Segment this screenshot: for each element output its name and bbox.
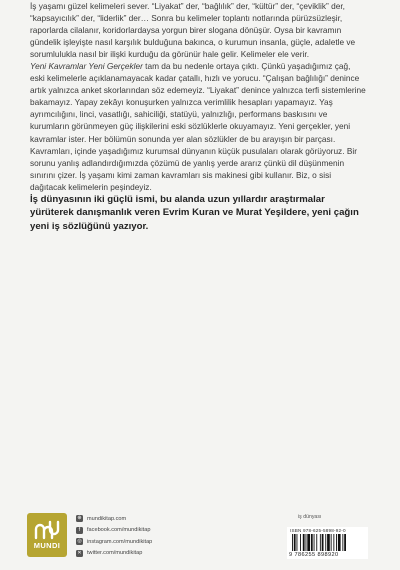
back-cover-text: [30, 0, 366, 233]
contact-twitter: [76, 548, 152, 560]
twitter-icon: ✕: [77, 549, 82, 556]
barcode-number: 9 786255 898920: [289, 552, 339, 558]
contact-instagram: [76, 536, 152, 548]
publisher-contacts: [76, 513, 152, 559]
barcode-panel: [287, 527, 368, 559]
book-title-italic: Yeni Kavramlar Yeni Gerçekler: [30, 61, 143, 72]
barcode-icon: [292, 534, 363, 551]
isbn-label: ISBN 978-625-5898-92-0: [290, 528, 346, 533]
intro-paragraph: İş yaşamı güzel kelimeleri sever. “Liyakat” der, “bağlılık” der, “kültür” der, “çeviklik” der, “kapsayıcılık” der, “liderlik” der… Sonra bu kelimeler toplantı notlarında pürüzsüzleşir, raporlarda cilalanır, koridorlardaysa yorgun birer slogana dönüşür. Oysa bir kavramın gündelik işleyişte nasıl karşılık bulduğuna bakınca, o kurumun insanla, güçle, adaletle ve sorumlulukla nasıl bir ilişki kurduğu da görünür hale gelir. Kelimeler ele verir.: [30, 1, 356, 60]
publisher-logo: [27, 513, 67, 557]
globe-icon: ⊕: [77, 515, 82, 522]
book-category: iş dünyası: [298, 514, 322, 520]
contact-text: twitter.com/mundikitap: [87, 550, 143, 557]
contact-website: [76, 513, 152, 525]
logo-wordmark: MUNDI: [33, 541, 61, 550]
contact-text: facebook.com/mundikitap: [87, 527, 151, 534]
authors-paragraph: İş dünyasının iki güçlü ismi, bu alanda uzun yıllardır araştırmalar yürüterek danışmanlık veren Evrim Kuran ve Murat Yeşildere, yeni çağın yeni iş sözlüğünü yazıyor.: [30, 193, 359, 232]
facebook-icon: f: [76, 527, 83, 534]
mundi-logo-icon: [34, 520, 60, 540]
description-text: tam da bu nedenle ortaya çıktı. Çünkü yaşadığımız çağ, eski kelimelerle açıklanamayacak kadar çatallı, hızlı ve yorucu. “Çalışan bağlılığı” denince artık yalnızca anket skorlarından söz edemeyiz. “Liyakat” denince yalnızca terfi sistemlerine bakamayız. Yapay zekâyı konuşurken yalnızca verimlilik hesapları yapamayız. Yaş ayrımcılığını, linci, vasatlığı, sahiciliği, statüyü, yalnızlığı, performans baskısını ve kurumların görünmeyen güç ilişkilerini eski sözlüklerle okuyamayız. Yeni gerçekler, yeni kavramlar ister. Her bölümün sonunda yer alan sözlükler de bu arayışın bir parçası. Kavramları, içinde yaşadığımız kurumsal dünyanın küçük pusulaları olarak görüyoruz. Bir sorunu yanlış adlandırdığımızda çözümü de yanlış yerde ararız çünkü dil düşünmenin sınırını çizer. İş yaşamı kimi zaman kavramları sis makinesi gibi kullanır. Biz, o sisi dağıtacak kelimelerin peşindeyiz.: [30, 61, 366, 192]
contact-facebook: [76, 525, 152, 537]
contact-text: mundikitap.com: [87, 515, 127, 522]
instagram-icon: ◎: [77, 538, 82, 545]
contact-text: instagram.com/mundikitap: [87, 538, 153, 545]
description-paragraph: [30, 60, 366, 193]
